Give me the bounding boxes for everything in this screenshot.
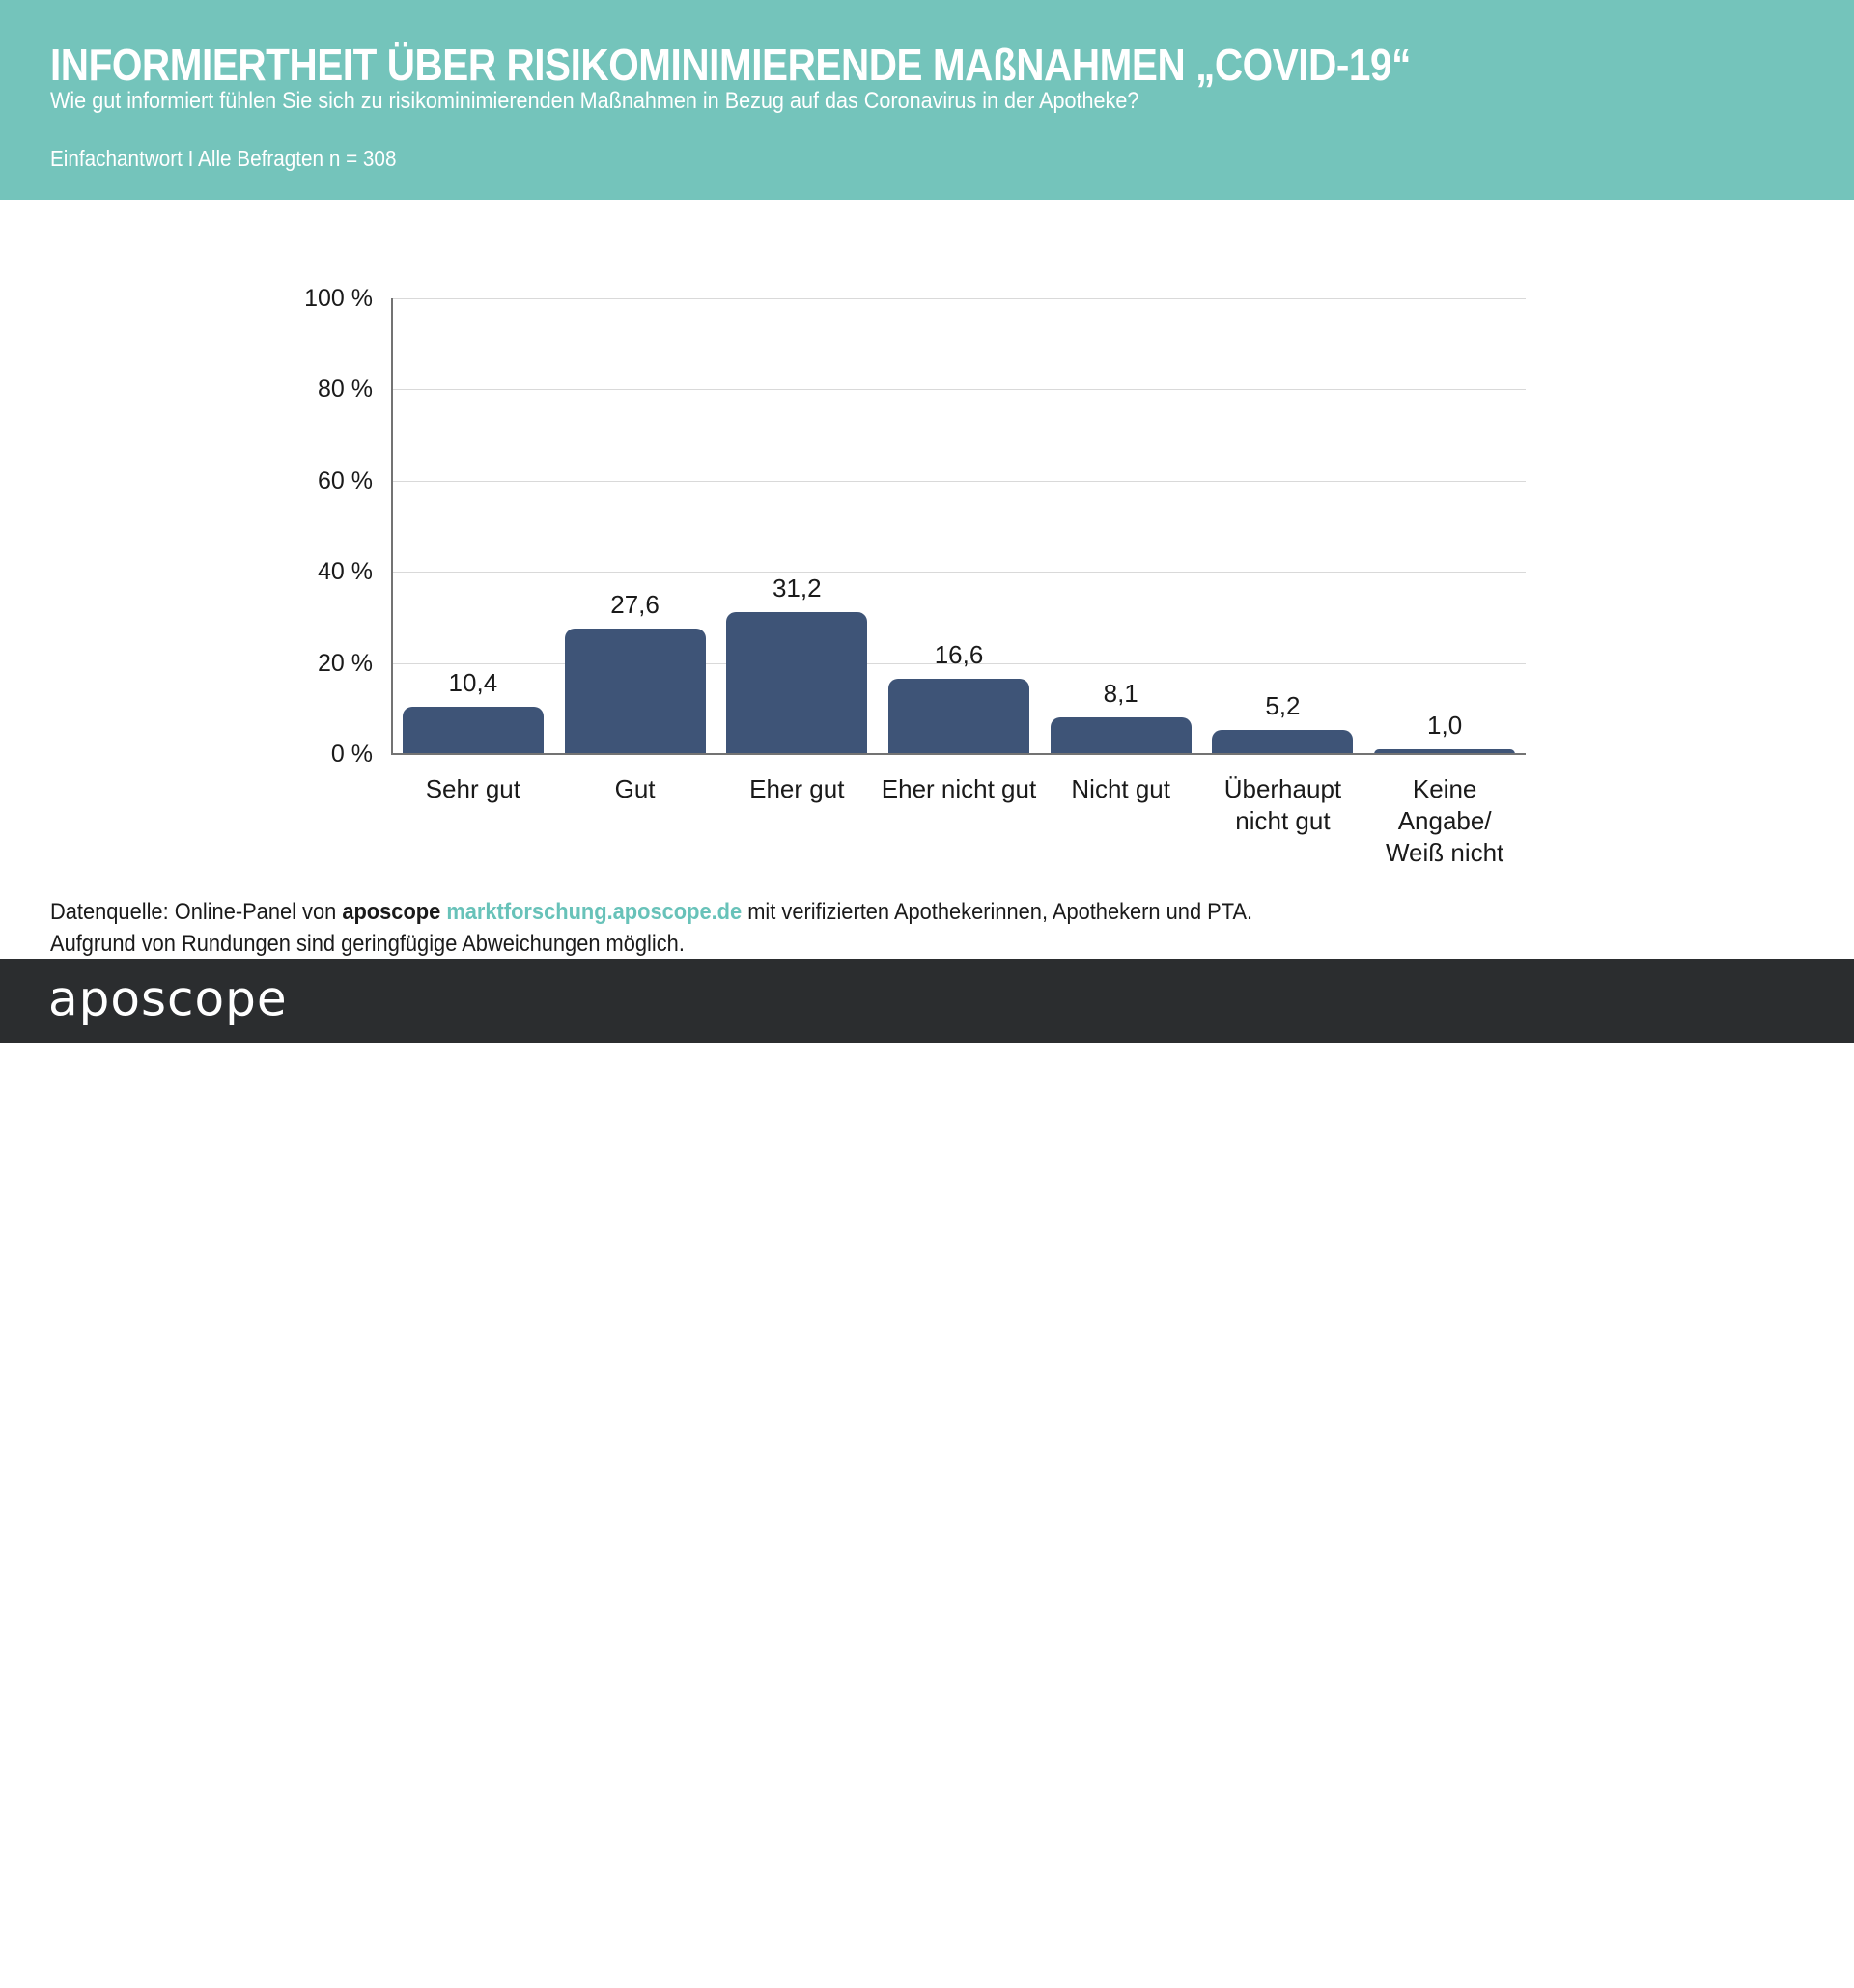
source-note-prefix: Datenquelle: Online-Panel von [50,899,343,925]
y-tick-label-0: 0 % [330,741,373,768]
x-category-label-5 [1202,773,1364,837]
y-tick-label-40: 40 % [318,558,373,586]
bar-value-4: 8,1 [1103,678,1138,708]
y-tick-label-20: 20 % [318,649,373,677]
bar-value-5: 5,2 [1265,691,1301,721]
category-band-4 [1040,298,1202,803]
category-band-1 [554,298,716,803]
sample-info: Einfachantwort I Alle Befragten n = 308 [50,146,397,171]
x-category-label-line: Keine Angabe/ [1397,774,1492,835]
x-category-label-1 [554,773,716,805]
category-band-3 [878,298,1040,803]
y-tick-label-60: 60 % [318,466,373,494]
x-category-label-line: Eher gut [749,774,845,803]
x-category-label-line: Überhaupt [1223,774,1342,803]
source-note-suffix: mit verifizierten Apothekerinnen, Apothekern und PTA. [742,899,1253,925]
survey-question: Wie gut informiert fühlen Sie sich zu risikominimierenden Maßnahmen in Bezug auf das Coronavirus in der Apotheke? [50,88,1139,114]
bar-value-0: 10,4 [448,667,498,697]
page-title: INFORMIERTHEIT ÜBER RISIKOMINIMIERENDE MAßNAHMEN „COVID-19“ [50,40,1411,90]
x-category-label-6 [1363,773,1526,869]
source-link[interactable]: marktforschung.aposcope.de [446,899,743,925]
x-category-label-line: Eher nicht gut [881,774,1037,803]
x-category-label-line: Weiß nicht [1385,838,1504,867]
x-category-label-line: nicht gut [1235,806,1331,835]
source-brand: aposcope [342,899,441,925]
bar-0 [403,707,544,754]
x-axis-line [392,753,1526,755]
x-category-label-4 [1040,773,1202,805]
category-band-2 [716,298,878,803]
x-category-label-line: Sehr gut [425,774,520,803]
x-category-label-2 [716,773,878,805]
x-category-label-line: Gut [614,774,656,803]
bar-value-2: 31,2 [772,573,822,602]
aposcope-logo: aposcope [48,970,288,1027]
bar-value-1: 27,6 [610,589,660,619]
y-axis-line [391,298,393,755]
category-band-6 [1363,298,1526,867]
rounding-note: Aufgrund von Rundungen sind geringfügige Abweichungen möglich. [50,931,685,957]
y-tick-label-100: 100 % [304,285,373,312]
plot-area [304,285,1526,867]
brand-bar [0,959,1854,1043]
bar-3 [888,679,1029,754]
bar-1 [565,629,706,754]
origami-bird-icon [1752,1926,1812,1988]
bar-value-3: 16,6 [934,639,984,669]
x-category-label-3 [878,773,1040,805]
bar-5 [1212,730,1353,754]
bar-2 [726,612,867,754]
category-band-5 [1202,298,1364,835]
bar-4 [1051,717,1192,754]
category-band-0 [392,298,554,803]
y-tick-label-80: 80 % [318,376,373,404]
x-category-label-line: Nicht gut [1071,774,1170,803]
bar-value-6: 1,0 [1427,711,1463,741]
source-note [50,899,1252,926]
x-category-label-0 [392,773,554,805]
